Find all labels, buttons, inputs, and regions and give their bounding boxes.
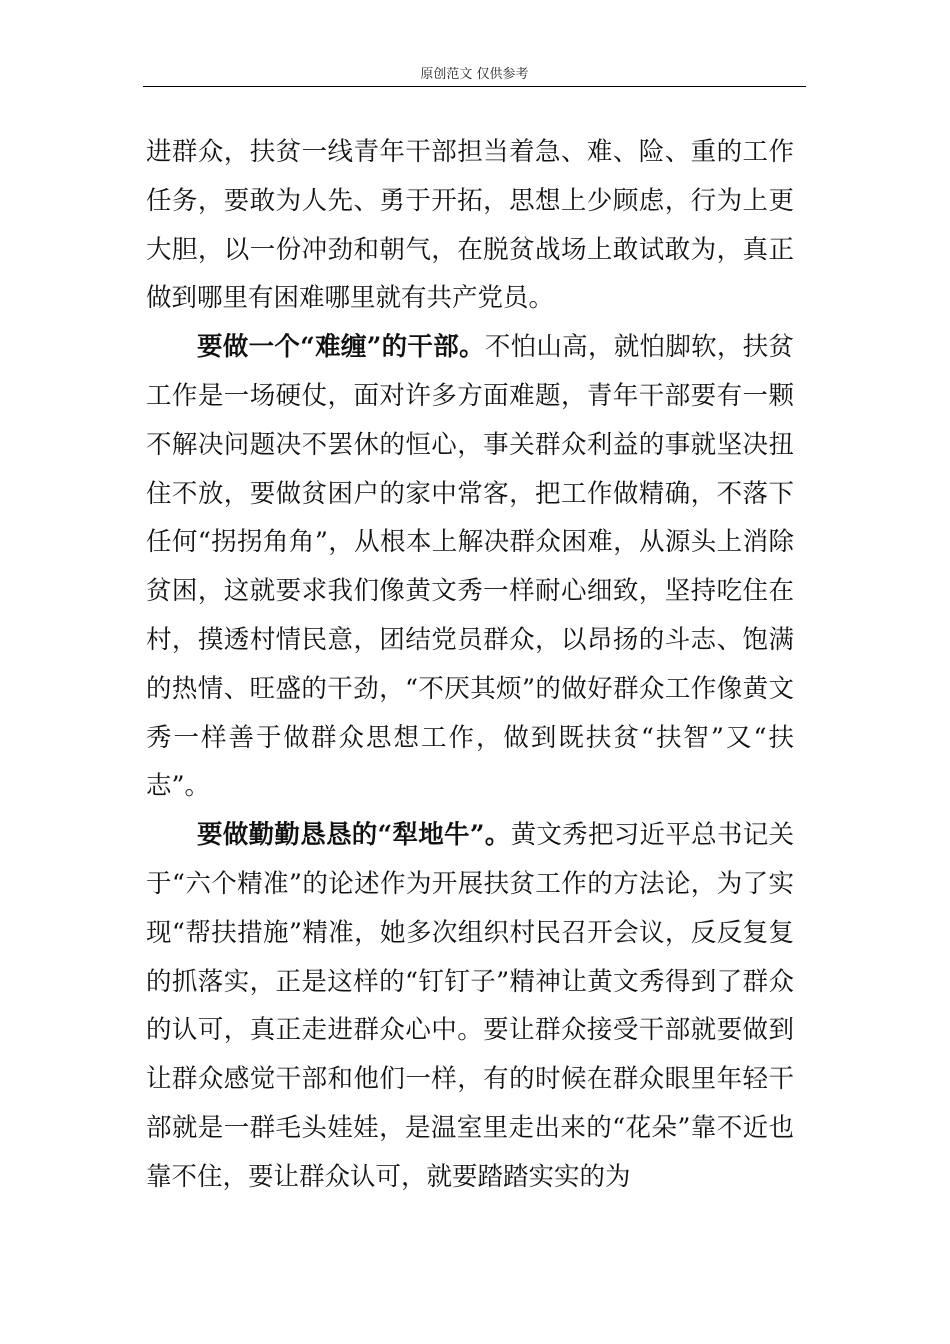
- page-header: 原创范文 仅供参考: [420, 67, 529, 82]
- paragraph-text: 进群众，扶贫一线青年干部担当着急、难、险、重的工作任务，要敢为人先、勇于开拓，思想上少顾虑，行为上更大胆，以一份冲劲和朝气，在脱贫战场上敢试敢为，真正做到哪里有困难哪里就有共产党员。: [146, 137, 794, 314]
- paragraph-text: 不怕山高，就怕脚软，扶贫工作是一场硬仗，面对许多方面难题，青年干部要有一颗不解决问题决不罢休的恒心，事关群众利益的事就坚决扭住不放，要做贫困户的家中常客，把工作做精确，不落下任何“拐拐角角”，从根本上解决群众困难，从源头上消除贫困，这就要求我们像黄文秀一样耐心细致，坚持吃住在村，摸透村情民意，团结党员群众，以昂扬的斗志、饱满的热情、旺盛的干劲，“不厌其烦”的做好群众工作像黄文秀一样善于做群众思想工作，做到既扶贫“扶智”又“扶志”。: [146, 332, 794, 802]
- paragraph-continuation: [146, 128, 794, 323]
- paragraph-text: 黄文秀把习近平总书记关于“六个精准”的论述作为开展扶贫工作的方法论，为了实现“帮扶措施”精准，她多次组织村民召开会议，反反复复的抓落实，正是这样的“钉钉子”精神让黄文秀得到了群众的认可，真正走进群众心中。要让群众接受干部就要做到让群众感觉干部和他们一样，有的时候在群众眼里年轻干部就是一群毛头娃娃，是温室里走出来的“花朵”靠不近也靠不住，要让群众认可，就要踏踏实实的为: [146, 820, 794, 1192]
- paragraph-plow-ox: [146, 811, 794, 1201]
- paragraph-lead-heading: 要做勤勤恳恳的“犁地牛”。: [197, 820, 511, 851]
- paragraph-lead-heading: 要做一个“难缠”的干部。: [197, 332, 485, 363]
- document-body: [146, 128, 794, 1202]
- paragraph-hard-to-deal-cadre: [146, 323, 794, 811]
- header-rule: [143, 86, 806, 87]
